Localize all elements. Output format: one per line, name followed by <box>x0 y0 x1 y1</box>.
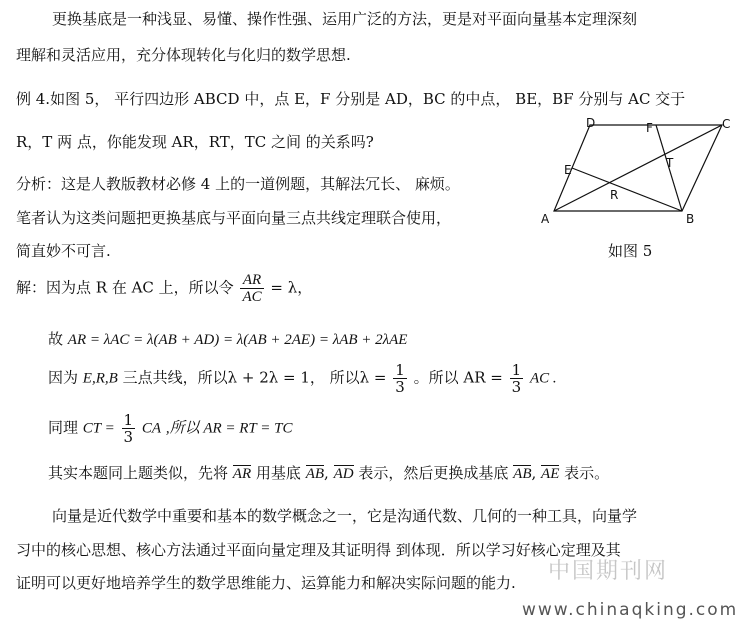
vector-ab-1: AB <box>305 466 325 482</box>
solution-line-3 <box>48 362 557 395</box>
ar-rt-tc: ,所以 AR = RT = TC <box>165 420 293 437</box>
fraction-denominator: AC <box>242 289 262 305</box>
figure-caption: 如图 5 <box>608 242 653 260</box>
intro-line-2: 理解和灵活应用，充分体现转化与化归的数学思想. <box>16 46 351 64</box>
label-d: D <box>586 116 596 130</box>
watermark-cn: 中国期刊网 <box>548 559 669 584</box>
label-a: A <box>541 212 550 226</box>
line5-c: 用基底 <box>255 464 301 482</box>
line5-a: 其实本题同上题类似，先将 <box>48 464 229 482</box>
vector-ad: AD <box>333 466 354 482</box>
so-ar-text: 。所以 AR = <box>413 368 503 387</box>
solution-line-1 <box>16 272 312 305</box>
collinear-text: 三点共线，所以λ + 2λ = 1， 所以λ = <box>122 368 387 387</box>
conclusion-line-2: 习中的核心思想、核心方法通过平面向量定理及其证明得 到体现．所以学习好核心定理及其 <box>16 541 621 559</box>
vector-equation: AR = λAC = λ(AB + AD) = λ(AB + 2AE) = λAB + 2λAE <box>67 332 408 348</box>
label-f: F <box>646 121 653 135</box>
fraction-numerator: AR <box>240 272 263 289</box>
intro-line-1: 更换基底是一种浅显、易懂、操作性强、运用广泛的方法，更是对平面向量基本定理深刻 <box>52 10 638 28</box>
vector-ae: AE <box>541 466 560 482</box>
label-t: T <box>666 156 674 170</box>
solution-line-5: 其实本题同上题类似，先将 AR 用基底 AB, AD 表示，然后更换成基底 AB, AE 表示。 <box>48 464 610 482</box>
line5-i: 表示。 <box>564 464 610 482</box>
label-r: R <box>610 188 619 202</box>
diagonal-ac <box>554 125 722 211</box>
analysis-line-2: 笔者认为这类问题把更换基底与平面向量三点共线定理联合使用， <box>16 209 452 227</box>
conclusion-line-1: 向量是近代数学中重要和基本的数学概念之一，它是沟通代数、几何的一种工具，向量学 <box>52 507 638 525</box>
example-line-2: R，T 两 点，你能发现 AR，RT，TC 之间 的关系吗? <box>16 133 374 151</box>
fraction-one-third-c: $\frac{1}{3}$ <box>123 411 134 446</box>
fraction-one-third-b: $\frac{1}{3}$ <box>511 361 522 396</box>
fraction-one-third-a: $\frac{1}{3}$ <box>395 361 405 396</box>
label-b: B <box>686 212 695 226</box>
similarly-text: 同理 <box>48 418 79 437</box>
vector-ar: AR <box>232 466 252 482</box>
collinear-points: E,R,B <box>82 370 118 387</box>
label-e: E <box>564 163 572 177</box>
because-text: 因为 <box>48 368 79 387</box>
line5-f: 表示，然后更换成基底 <box>358 464 509 482</box>
analysis-line-1: 分析：这是人教版教材必修 4 上的一道例题，其解法冗长、 麻烦。 <box>16 175 460 193</box>
conclusion-line-3: 证明可以更好地培养学生的数学思维能力、运算能力和解决实际问题的能力. <box>16 574 516 592</box>
fraction-ar-ac <box>240 272 263 305</box>
example-line-1: 例 4.如图 5， 平行四边形 ABCD 中，点 E，F 分别是 AD，BC 的中点， BE，BF 分别与 AC 交于 <box>16 90 686 108</box>
solution-line-4 <box>48 412 292 445</box>
solution-intro: 解：因为点 R 在 AC 上，所以令 <box>16 278 234 297</box>
ac-text: AC . <box>529 370 557 387</box>
label-c: C <box>722 117 731 131</box>
vector-ab-2: AB <box>513 466 532 482</box>
ca-text: CA <box>141 420 162 437</box>
solution-line-2 <box>48 328 407 349</box>
watermark-url: www.chinaqking.com <box>522 600 739 620</box>
analysis-line-3: 简直妙不可言. <box>16 242 111 260</box>
ct-equals: CT = <box>82 420 115 437</box>
solution-therefore: 故 <box>48 330 64 348</box>
lambda-equals: = λ， <box>270 278 313 297</box>
segment-be <box>572 168 682 211</box>
